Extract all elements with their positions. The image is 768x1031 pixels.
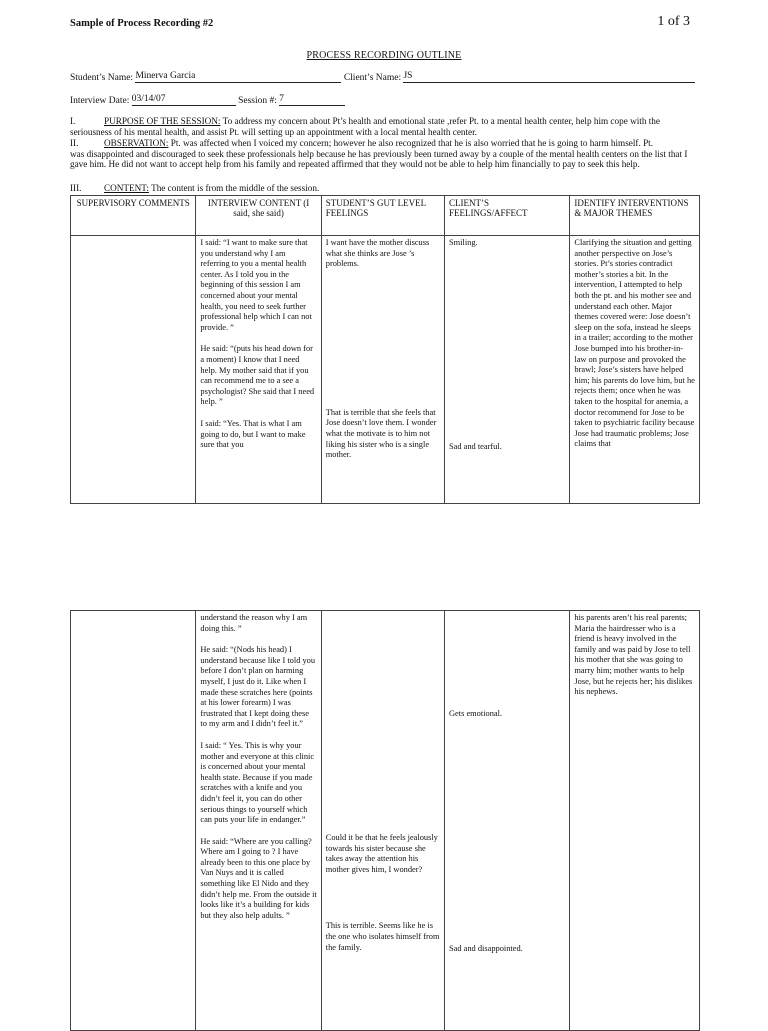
section-text: Pt. was affected when I voiced my concern; however he also recognized that he is also worried that he is going to harm himself. Pt.: [168, 138, 654, 148]
session-value: 7: [279, 94, 345, 106]
interview-paragraph: I said: “I want to make sure that you understand why I am referring to you a mental health center. As I told you in the beginning of this session I am concerned about your mental health, you need to seek further professional help which I can not provide. ”: [200, 238, 314, 332]
client-name-label: Client’s Name:: [343, 73, 402, 83]
section-text: To address my concern about Pt’s health and emotional state ,refer Pt. to a mental health center, help him cope with the: [220, 116, 660, 126]
section-text-cont: seriousness of his mental health, and assist Pt. will setting up an appointment with a local mental health center.: [70, 126, 477, 137]
header-interventions: IDENTIFY INTERVENTIONS & MAJOR THEMES: [570, 196, 700, 236]
student-name-line: [70, 71, 695, 83]
section-number: III.: [70, 183, 82, 193]
affect-text: Gets emotional.: [449, 709, 503, 718]
gut-feeling-text: Could it be that he feels jealously towards his sister because she takes away the attention his mother gives him, I wonder?: [325, 833, 440, 874]
gut-feelings-cell: [321, 236, 444, 504]
content-section: [70, 183, 700, 194]
recording-table-part2: [70, 610, 700, 1031]
client-affect-cell: [445, 236, 570, 504]
supervisory-comments-cell: [71, 236, 196, 504]
client-name-value: JS: [403, 71, 695, 83]
page-number: 1 of 3: [657, 14, 690, 29]
header-interview-content: INTERVIEW CONTENT (I said, she said): [196, 196, 321, 236]
interview-content-cell: [196, 611, 321, 1031]
interview-paragraph: I said: “Yes. That is what I am going to do, but I want to make sure that you: [200, 418, 308, 450]
supervisory-comments-cell: [71, 611, 196, 1031]
section-heading: CONTENT:: [104, 183, 149, 193]
header-gut-feelings: STUDENT’S GUT LEVEL FEELINGS: [321, 196, 444, 236]
interventions-text: Clarifying the situation and getting another perspective on Jose’s stories. Pt’s stories contradict mother’s stories a bit. In the intervention, I attempted to help both the pt. and his mother see and understand each other. Major themes covered were: Jose doesn’t sleep on the sofa, instead he sleeps in a trailer; according to the mother Jose bumped into his brother-in-law on purpose and provoked the brawl; Jose’s sisters have helped him; his parents do love him, but he rejects them; once when he was taken to the hospital for anemia, a doctor recommend for Jose to be taken to psychiatric facility because Jose had traumatic problems; Jose claims that: [574, 238, 697, 449]
gut-feelings-cell: [321, 611, 444, 1031]
interventions-cell: [570, 236, 700, 504]
document-label: Sample of Process Recording #2: [70, 18, 214, 29]
interview-content-cell: [196, 236, 321, 504]
purpose-section: [70, 116, 700, 137]
interview-date-value: 03/14/07: [132, 94, 236, 106]
gut-feeling-text: This is terrible. Seems like he is the one who isolates himself from the family.: [325, 921, 442, 952]
interventions-text: his parents aren’t his real parents; Maria the hairdresser who is a friend is heavy involved in the family and was paid by Jose to tell his mother that she was going to marry him; mother wants to help Jose, but he rejects her; his dislikes his nephews.: [574, 613, 695, 697]
interview-paragraph: He said: “(puts his head down for a moment) I know that I need help. My mother said that if you can recommend me to a see a psychologist? She said that I need help. ”: [200, 344, 317, 407]
section-number: I.: [70, 116, 76, 126]
affect-text: Smiling.: [449, 238, 478, 247]
table-row: [71, 236, 700, 504]
interview-paragraph: He said: “Where are you calling? Where am I going to ? I have already been to this one place by Van Nuys and it is called something like El Nido and they didn’t help me. From the outside it looks like it’s a building for kids but they also help adults. ”: [200, 836, 319, 920]
section-heading: OBSERVATION:: [104, 138, 169, 148]
interview-date-label: Interview Date:: [70, 96, 130, 106]
student-name-label: Student’s Name:: [70, 73, 134, 83]
interview-paragraph: I said: “ Yes. This is why your mother and everyone at this clinic is concerned about your mental health state. Because if you made scratches with a knife and you didn’t feel it, you can do other serious things to yourself which can puts your life in endanger.”: [200, 740, 317, 825]
interview-paragraph: understand the reason why I am doing this. ”: [200, 613, 310, 633]
student-name-value: Minerva Garcia: [135, 71, 341, 83]
table-row: [71, 611, 700, 1031]
section-text: The content is from the middle of the session.: [148, 183, 320, 193]
section-heading: PURPOSE OF THE SESSION:: [104, 116, 221, 126]
section-number: II.: [70, 138, 79, 148]
gut-feeling-text: I want have the mother discuss what she thinks are Jose ’s problems.: [325, 238, 432, 269]
gut-feeling-text: That is terrible that she feels that Jose doesn’t love them. I wonder what the motivate is to him not liking his sister who is a single mother.: [325, 407, 439, 460]
section-text-cont: was disappointed and discouraged to seek these professionals help because he has previously been turned away by a couple of the mental health centers on the list that I gave him. He did not want to accept help from his family and repeated affirmed that they would not be able to help him financially to pay to seek this help.: [70, 148, 688, 170]
outline-title: PROCESS RECORDING OUTLINE: [306, 50, 462, 61]
interview-paragraph: He said: “(Nods his head) I understand because like I told you before I don’t plan on harming myself, I just do it. Like when I made these scratches here (points at his lower forearm) I was frustrated that I kept doing these to my arm and I didn’t feel it.”: [200, 645, 318, 729]
interview-date-line: [70, 94, 345, 106]
affect-text: Sad and disappointed.: [449, 943, 523, 953]
recording-table-part1: [70, 195, 700, 504]
client-affect-cell: [445, 611, 570, 1031]
affect-text: Sad and tearful.: [449, 441, 502, 451]
observation-section: [70, 138, 700, 170]
interventions-cell: [570, 611, 700, 1031]
header-client-affect: CLIENT’S FEELINGS/AFFECT: [445, 196, 570, 236]
table-header-row: [71, 196, 700, 236]
header-supervisory-comments: SUPERVISORY COMMENTS: [71, 196, 196, 236]
session-label: Session #:: [238, 96, 277, 106]
